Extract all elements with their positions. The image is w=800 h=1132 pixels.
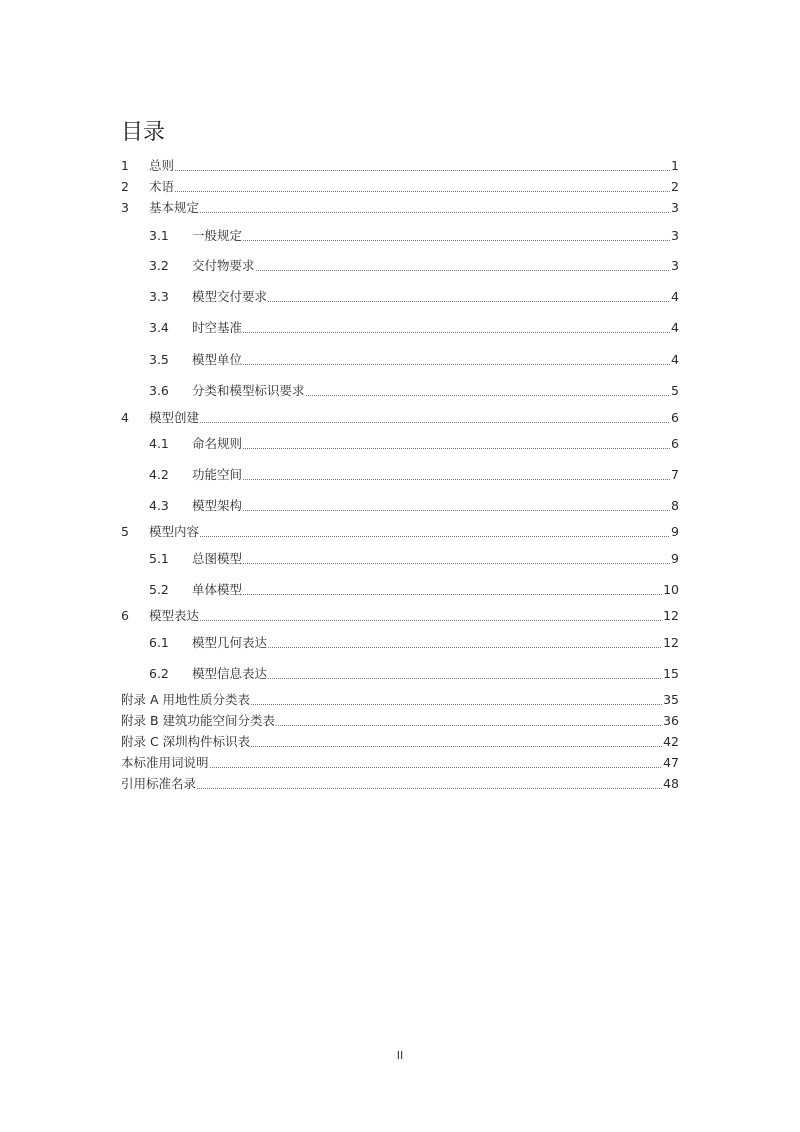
dot-leader [243,240,670,241]
toc-entry[interactable] [149,467,679,483]
toc-entry-number: 2 [121,179,129,194]
toc-entry-page: 47 [663,755,679,770]
toc-entry-number: 4.1 [149,436,169,451]
toc-entry[interactable] [121,692,679,708]
toc-entry-number: 4.2 [149,467,169,482]
toc-entry-page: 4 [671,289,679,304]
toc-entry-label: 时空基准 [192,320,243,335]
toc-entry[interactable] [149,635,679,651]
dot-leader [276,725,662,726]
toc-entry-label: 交付物要求 [192,258,255,273]
toc-entry-label: 功能空间 [192,467,243,482]
toc-entry-page: 42 [663,734,679,749]
dot-leader [268,678,662,679]
toc-entry-number: 3.5 [149,352,169,367]
toc-entry-number: 6.2 [149,666,169,681]
toc-entry-label: 模型内容 [149,524,200,539]
toc-entry-page: 9 [671,524,679,539]
toc-entry[interactable] [149,228,679,244]
toc-entry-page: 1 [671,158,679,173]
toc-entry-page: 36 [663,713,679,728]
toc-entry-label: 总则 [149,158,175,173]
dot-leader [200,536,670,537]
toc-entry-number: 3.1 [149,228,169,243]
toc-entry-page: 12 [663,635,679,650]
toc-entry-number: 4 [121,410,129,425]
toc-entry-number: 1 [121,158,129,173]
toc-entry-number: 3.3 [149,289,169,304]
dot-leader [251,704,662,705]
dot-leader [243,364,670,365]
toc-entry-page: 48 [663,776,679,791]
toc-entry-label: 模型表达 [149,608,200,623]
toc-entry-page: 7 [671,467,679,482]
toc-entry-label: 总图模型 [192,551,243,566]
toc-entry-number: 5 [121,524,129,539]
dot-leader [268,647,662,648]
toc-entry-label: 本标准用词说明 [121,755,209,770]
toc-entry[interactable] [149,258,679,274]
toc-entry-page: 8 [671,498,679,513]
toc-entry-page: 12 [663,608,679,623]
dot-leader [210,767,663,768]
toc-entry[interactable] [121,713,679,729]
toc-entry[interactable] [149,666,679,682]
toc-entry[interactable] [149,352,679,368]
toc-entry[interactable] [149,498,679,514]
toc-entry-label: 分类和模型标识要求 [192,383,305,398]
toc-entry[interactable] [121,608,679,624]
toc-entry-label: 模型交付要求 [192,289,268,304]
toc-entry[interactable] [149,383,679,399]
toc-entry-label: 模型架构 [192,498,243,513]
toc-entry-page: 2 [671,179,679,194]
toc-entry[interactable] [121,200,679,216]
toc-entry-page: 9 [671,551,679,566]
toc-entry-number: 5.1 [149,551,169,566]
toc-entry-label: 引用标准名录 [121,776,197,791]
toc-entry-number: 3 [121,200,129,215]
toc-entry-page: 10 [663,582,679,597]
toc-entry-label: 单体模型 [192,582,243,597]
dot-leader [175,191,670,192]
toc-entry[interactable] [121,524,679,540]
toc-entry-label: 基本规定 [149,200,200,215]
toc-entry-label: 一般规定 [192,228,243,243]
toc-entry[interactable] [121,776,679,792]
toc-entry-page: 6 [671,436,679,451]
toc-entry-page: 5 [671,383,679,398]
dot-leader [251,746,662,747]
dot-leader [243,448,670,449]
toc-entry-number: 6.1 [149,635,169,650]
dot-leader [306,395,671,396]
toc-entry[interactable] [121,755,679,771]
toc-entry[interactable] [149,582,679,598]
toc-entry-page: 4 [671,320,679,335]
toc-title: 目录 [121,120,166,145]
toc-entry-number: 6 [121,608,129,623]
toc-entry-label: 术语 [149,179,175,194]
toc-entry-page: 3 [671,258,679,273]
toc-entry[interactable] [121,179,679,195]
toc-entry-label: 模型几何表达 [192,635,268,650]
toc-entry-page: 15 [663,666,679,681]
toc-entry[interactable] [121,158,679,174]
toc-entry-page: 35 [663,692,679,707]
dot-leader [243,510,670,511]
toc-entry-label: 命名规则 [192,436,243,451]
dot-leader [268,301,670,302]
toc-entry[interactable] [149,551,679,567]
dot-leader [200,422,670,423]
toc-entry[interactable] [149,320,679,336]
toc-entry-label: 附录 A 用地性质分类表 [121,692,250,707]
toc-entry-page: 3 [671,228,679,243]
toc-entry-page: 3 [671,200,679,215]
dot-leader [243,594,662,595]
toc-entry[interactable] [149,436,679,452]
toc-entry-number: 3.2 [149,258,169,273]
page-number-footer: II [396,1049,404,1062]
toc-entry-number: 4.3 [149,498,169,513]
dot-leader [243,563,670,564]
dot-leader [243,479,670,480]
toc-entry[interactable] [121,410,679,426]
toc-entry-label: 模型信息表达 [192,666,268,681]
dot-leader [175,170,670,171]
toc-entry-number: 3.6 [149,383,169,398]
toc-entry-number: 5.2 [149,582,169,597]
dot-leader [243,332,670,333]
toc-entry-label: 模型单位 [192,352,243,367]
toc-entry-label: 附录 C 深圳构件标识表 [121,734,251,749]
toc-entry-page: 4 [671,352,679,367]
dot-leader [200,620,662,621]
toc-entry[interactable] [121,734,679,750]
dot-leader [197,788,662,789]
dot-leader [256,270,671,271]
toc-entry-page: 6 [671,410,679,425]
toc-entry-label: 附录 B 建筑功能空间分类表 [121,713,276,728]
dot-leader [200,212,670,213]
toc-entry-number: 3.4 [149,320,169,335]
toc-entry-label: 模型创建 [149,410,200,425]
toc-entry[interactable] [149,289,679,305]
